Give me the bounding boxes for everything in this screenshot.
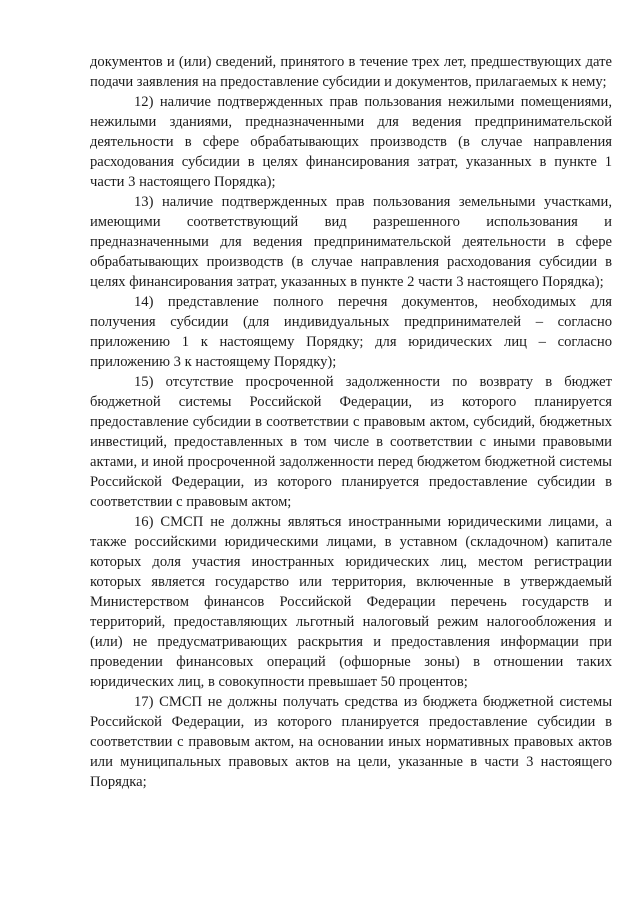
paragraph-continuation: документов и (или) сведений, принятого в течение трех лет, предшествующих дате подачи заявления на предоставление субсидии и документов, прилагаемых к нему; [90, 54, 612, 90]
paragraph-item-17: 17) СМСП не должны получать средства из бюджета бюджетной системы Российской Федерации, из которого планируется предоставление субсидии в соответствии с правовым актом, на основании иных нормативных правовых актов или муниципальных правовых актов на цели, указанные в части 3 настоящего Порядка; [90, 694, 612, 790]
paragraph-item-12: 12) наличие подтвержденных прав пользования нежилыми помещениями, нежилыми зданиями, предназначенными для ведения предпринимательской деятельности в сфере обрабатывающих производств (в случае направления расходования субсидии в целях финансирования затрат, указанных в пункте 1 части 3 настоящего Порядка); [90, 94, 612, 190]
paragraph-item-13: 13) наличие подтвержденных прав пользования земельными участками, имеющими соответствующий вид разрешенного использования и предназначенными для ведения предпринимательской деятельности в сфере обрабатывающих производств (в случае направления расходования субсидии в целях финансирования затрат, указанных в пункте 2 части 3 настоящего Порядка); [90, 194, 612, 290]
document-page [90, 52, 612, 792]
paragraph-item-15: 15) отсутствие просроченной задолженности по возврату в бюджет бюджетной системы Российской Федерации, из которого планируется предоставление субсидии в соответствии с правовым актом, субсидий, бюджетных инвестиций, предоставленных в том числе в соответствии с иными правовыми актами, и иной просроченной задолженности перед бюджетом бюджетной системы Российской Федерации, из которого планируется предоставление субсидии в соответствии с правовым актом; [90, 374, 612, 510]
paragraph-item-14: 14) представление полного перечня документов, необходимых для получения субсидии (для индивидуальных предпринимателей – согласно приложению 1 к настоящему Порядку; для юридических лиц – согласно приложению 3 к настоящему Порядку); [90, 294, 612, 370]
paragraph-item-16: 16) СМСП не должны являться иностранными юридическими лицами, а также российскими юридическими лицами, в уставном (складочном) капитале которых доля участия иностранных юридических лиц, местом регистрации которых является государство или территория, включенные в утверждаемый Министерством финансов Российской Федерации перечень государств и территорий, предоставляющих льготный налоговый режим налогообложения и (или) не предусматривающих раскрытия и предоставления информации при проведении финансовых операций (офшорные зоны) в отношении таких юридических лиц, в совокупности превышает 50 процентов; [90, 514, 612, 690]
